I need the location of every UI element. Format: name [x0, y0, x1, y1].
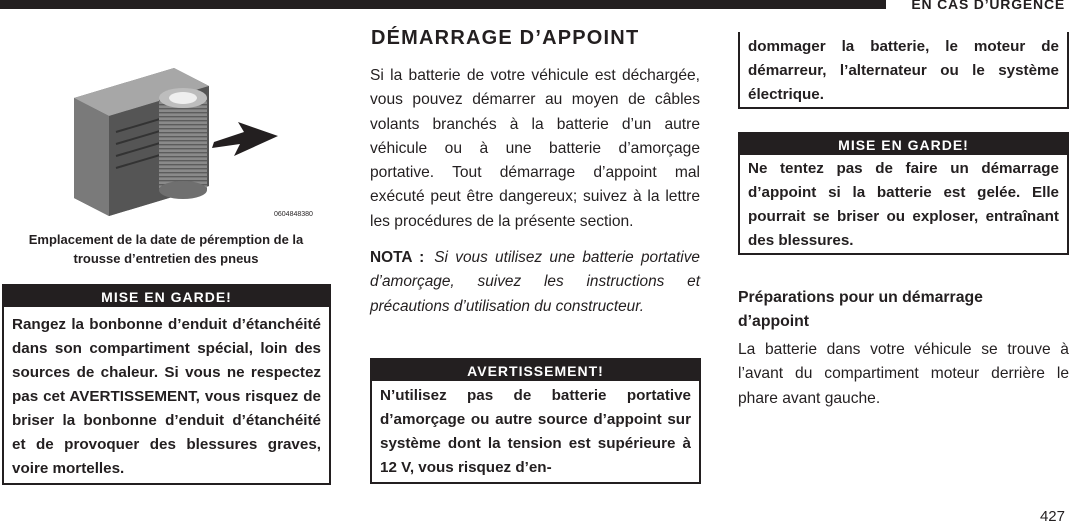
intro-paragraph: Si la batterie de votre véhicule est déchargée, vous pouvez démarrer au moyen de câbles volants branchés à la batterie d’un autre véhicule ou à une batterie d’amorçage portative. Tout démarrage d’appoint mal exécuté peut être dangereux; suivez à la lettre les procédures de la présente section.: [370, 67, 700, 230]
header-bar: [0, 0, 886, 9]
warning-text: Ne tentez pas de faire un démarrage d’appoint si la batterie est gelée. Elle pourrait se briser ou exploser, entraînant des blessures.: [748, 160, 1059, 249]
note-label: NOTA :: [370, 249, 425, 266]
section-heading: DÉMARRAGE D’APPOINT: [371, 27, 640, 49]
prep-paragraph: La batterie dans votre véhicule se trouve à l’avant du compartiment moteur derrière le phare avant gauche.: [738, 341, 1069, 407]
warning-box-voltage: [370, 358, 701, 484]
section-title: EN CAS D’URGENCE: [911, 0, 1065, 12]
warning-text: N’utilisez pas de batterie portative d’amorçage ou autre source d’appoint sur système dont la tension est supérieure à 12 V, vous risquez d’en-: [380, 387, 691, 476]
figure-code: 0604848380: [274, 211, 313, 218]
warning-title: MISE EN GARDE!: [740, 134, 1067, 155]
warning-title: MISE EN GARDE!: [4, 286, 329, 307]
sealant-canister-illustration: [64, 28, 336, 224]
subsection-heading: Préparations pour un démarrage d’appoint: [738, 289, 983, 330]
figure-caption: Emplacement de la date de péremption de la trousse d’entretien des pneus: [28, 232, 304, 266]
warning-text: Rangez la bonbonne d’enduit d’étanchéité dans son compartiment spécial, loin des sources de chaleur. Si vous ne respectez pas cet AVERTISSEMENT, vous risquez de briser la bonbonne d’enduit d’étanchéité et de provoquer des blessures graves, voire mortelles.: [12, 316, 321, 477]
warning-continued-text: dommager la batterie, le moteur de démarreur, l’alternateur ou le système électrique.: [748, 38, 1059, 103]
warning-title: AVERTISSEMENT!: [372, 360, 699, 381]
note-text: Si vous utilisez une batterie portative d’amorçage, suivez les instructions et précautions d’utilisation du constructeur.: [370, 249, 700, 315]
warning-box-storage: [2, 284, 331, 485]
note-paragraph: [370, 246, 700, 319]
warning-box-frozen: [738, 132, 1069, 255]
page-number: 427: [1039, 508, 1065, 525]
warning-box-voltage-continued: [738, 32, 1069, 109]
